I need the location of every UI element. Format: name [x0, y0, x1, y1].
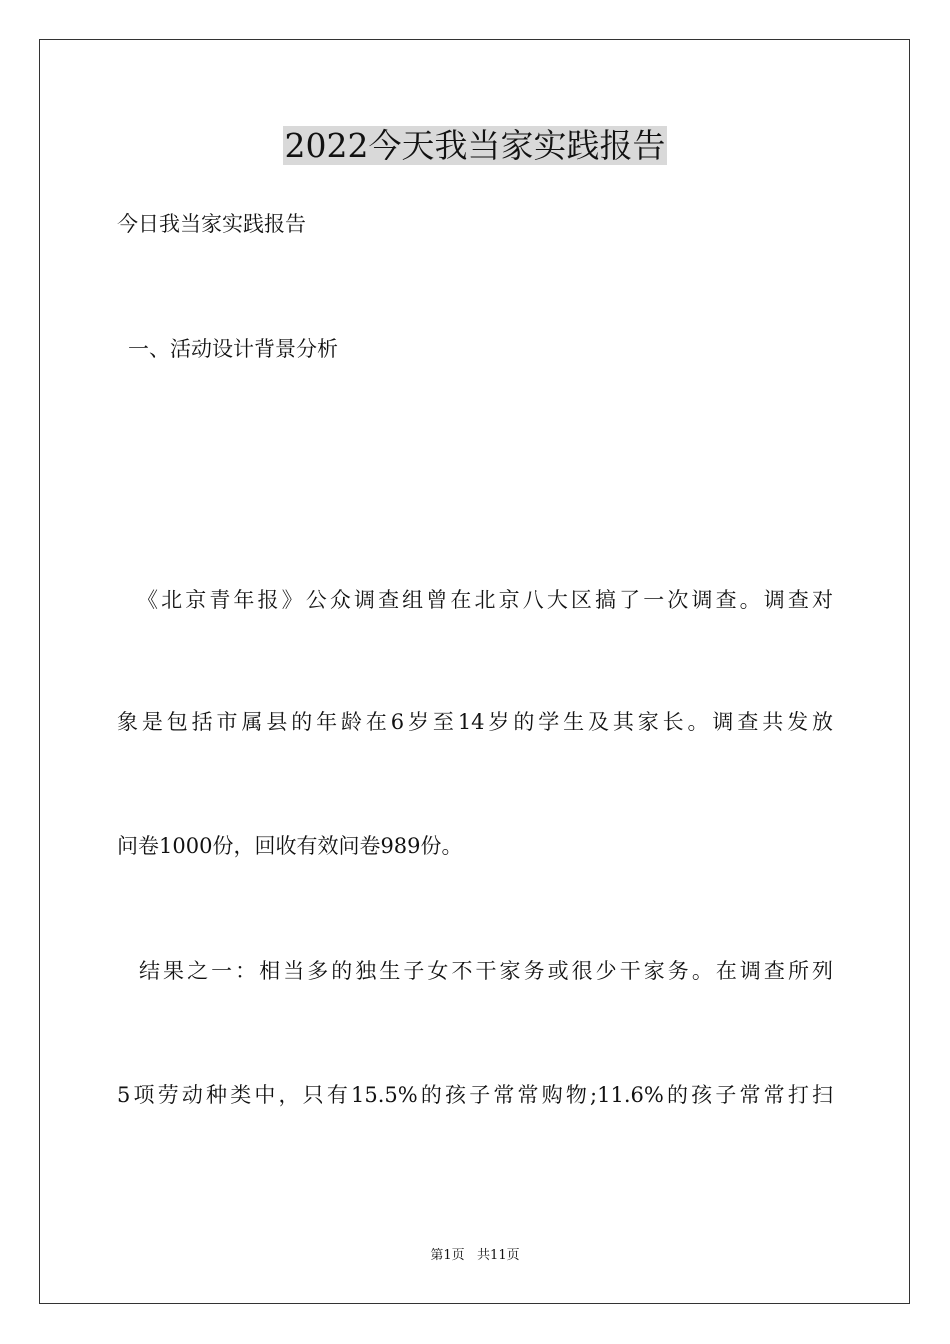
paragraph-line: 象是包括市属县的年龄在6岁至14岁的学生及其家长。调查共发放	[117, 710, 833, 734]
document-title	[0, 124, 950, 168]
paragraph-line: 结果之一：相当多的独生子女不干家务或很少干家务。在调查所列	[139, 959, 833, 983]
paragraph-line: 《北京青年报》公众调查组曾在北京八大区搞了一次调查。调查对	[137, 588, 833, 612]
section-heading: 一、活动设计背景分析	[128, 337, 338, 361]
page-number: 第1页 共11页	[430, 1248, 520, 1263]
paragraph-line: 5项劳动种类中，只有15.5%的孩子常常购物;11.6%的孩子常常打扫	[117, 1083, 833, 1107]
document-title-text: 2022今天我当家实践报告	[284, 126, 666, 165]
paragraph-line: 问卷1000份，回收有效问卷989份。	[117, 834, 463, 858]
document-subtitle: 今日我当家实践报告	[117, 212, 306, 236]
